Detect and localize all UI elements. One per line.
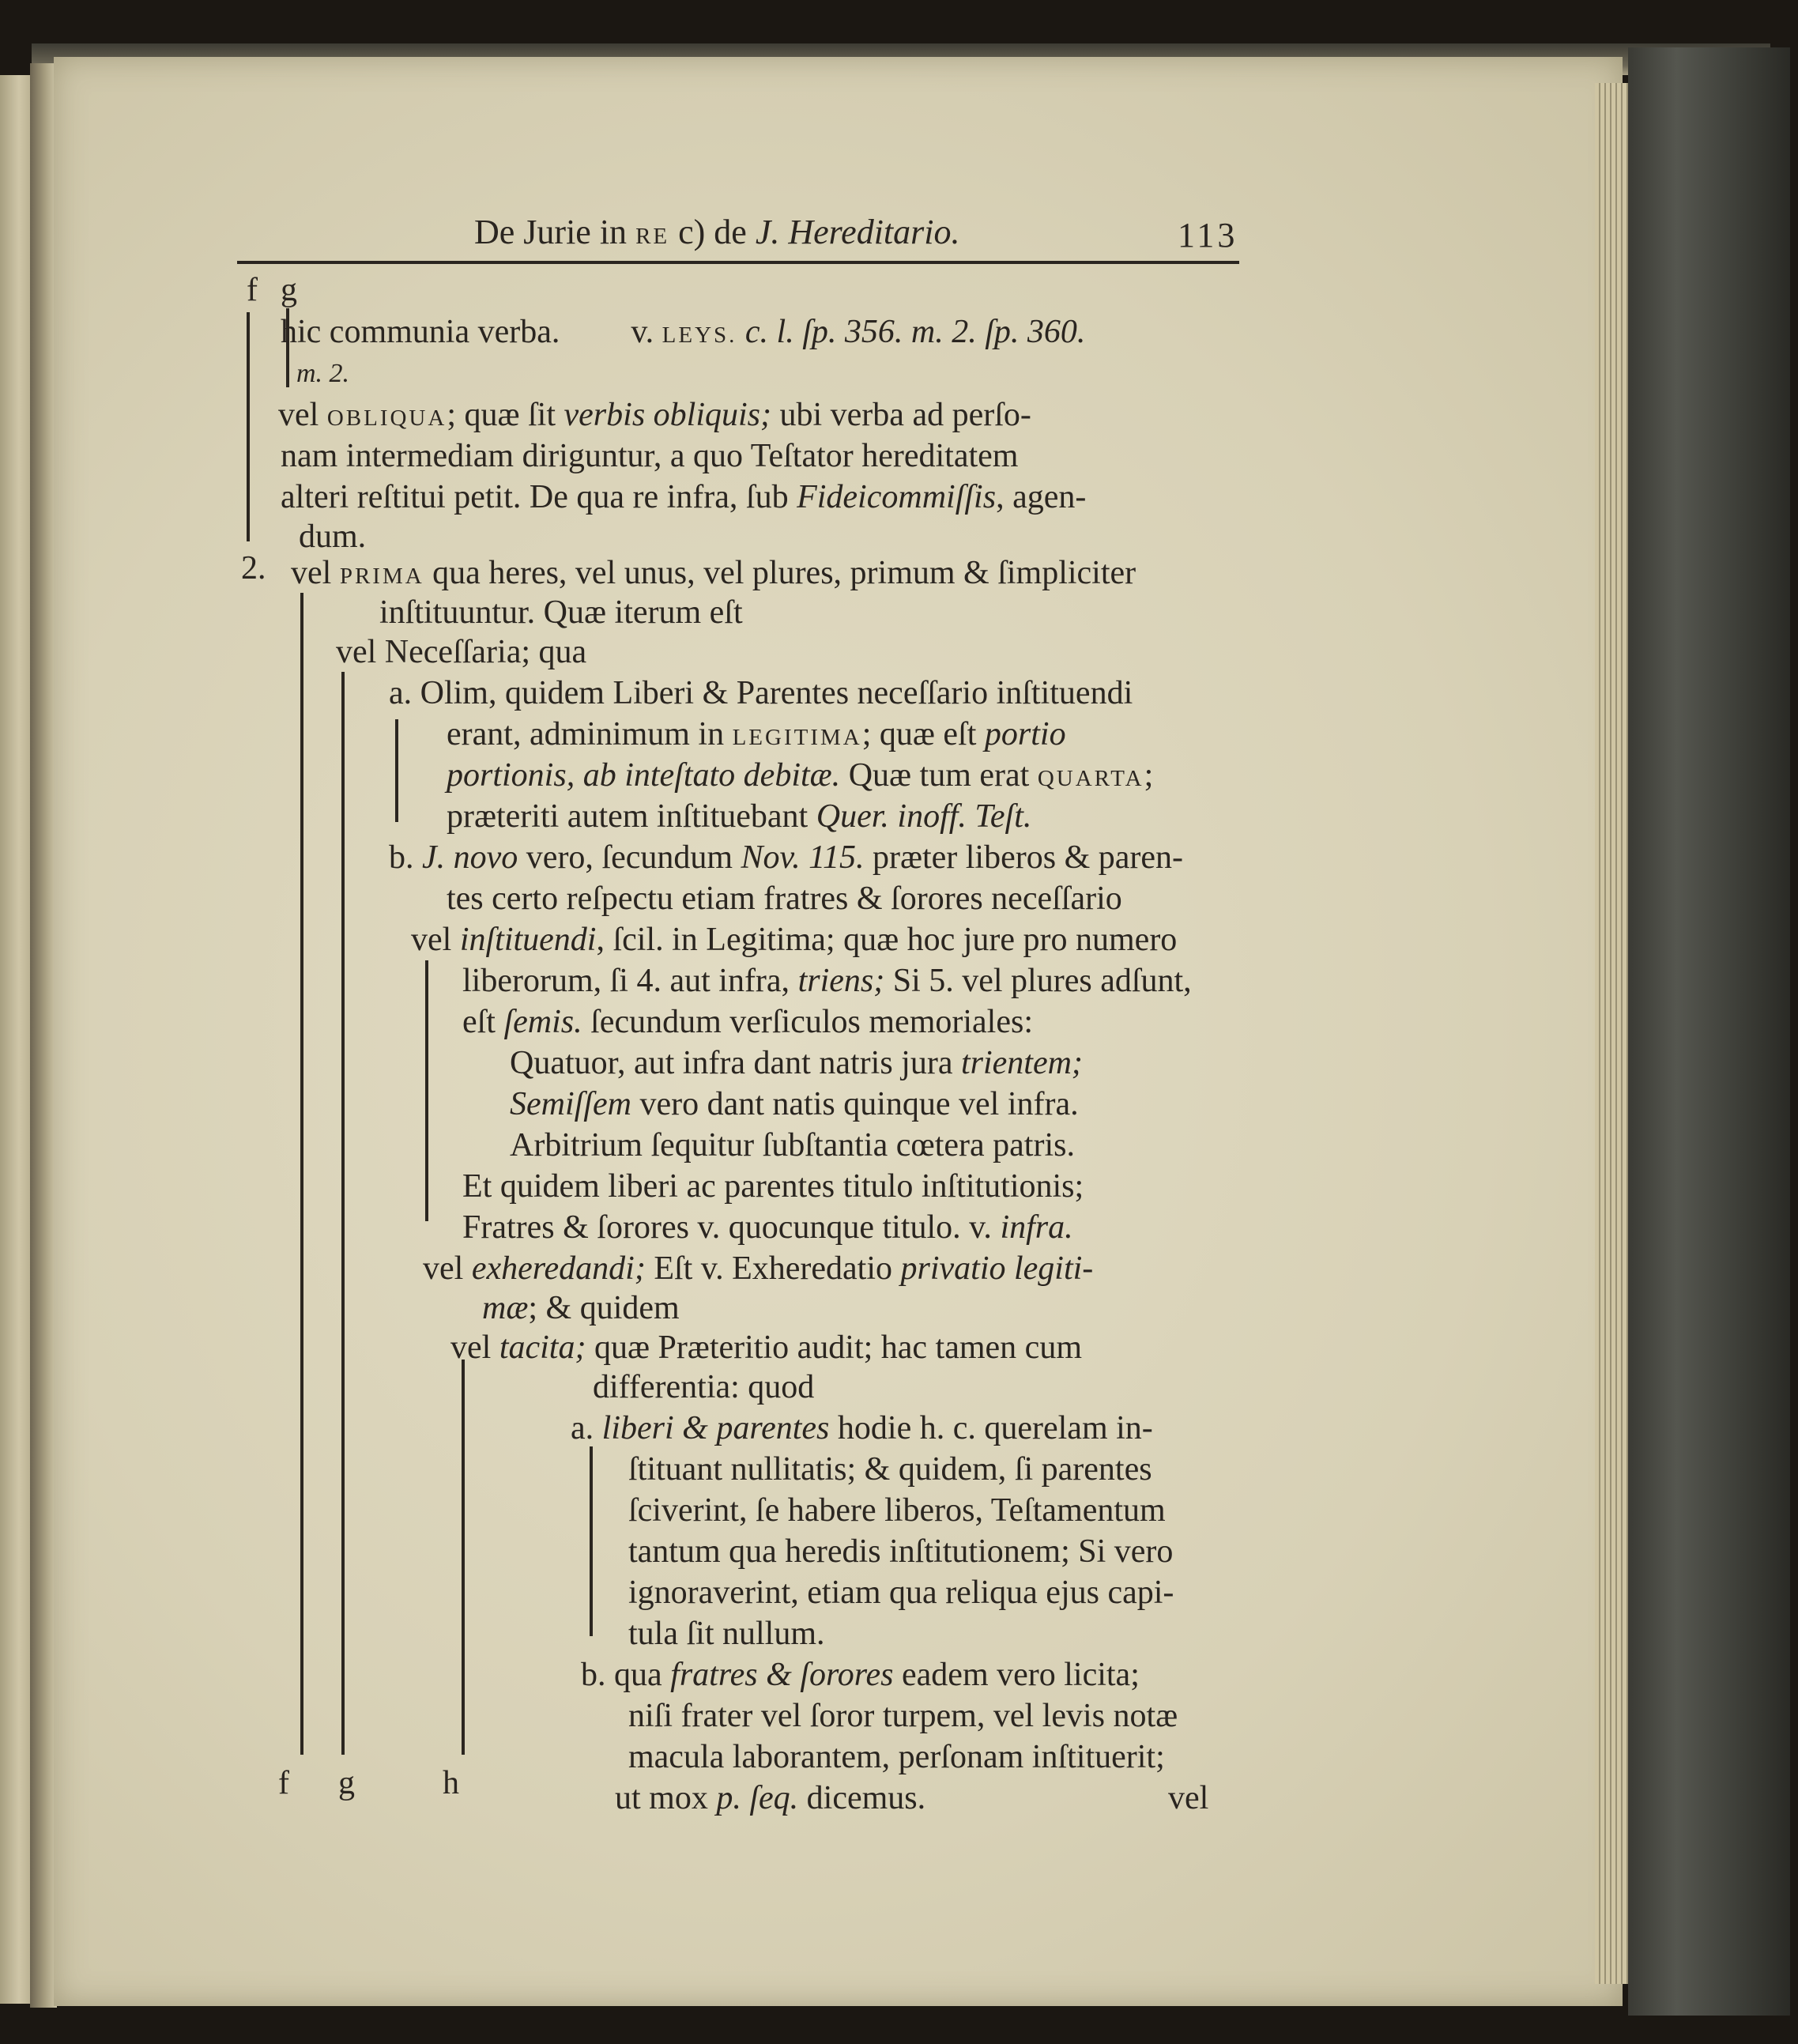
text-run: Si 5. vel plures adſunt, — [884, 963, 1192, 999]
text-line: inſtituuntur. Quæ iterum eſt — [379, 594, 743, 631]
text-run: vel — [291, 555, 340, 591]
text-run: eadem vero licita; — [893, 1657, 1140, 1693]
text-run: ; — [1144, 757, 1154, 794]
text-line — [291, 553, 1136, 596]
text-line — [447, 715, 1066, 757]
text-run: b. — [389, 839, 422, 876]
text-line: differentia: quod — [593, 1369, 815, 1405]
page-number: 113 — [1178, 216, 1238, 255]
text-line: niſi frater vel ſoror turpem, vel levis notæ — [628, 1698, 1178, 1734]
text-line — [447, 756, 1153, 798]
text-run: , ſcil. in Legitima; quæ hoc jure pro numero — [596, 922, 1178, 958]
text-line: ſtituant nullitatis; & quidem, ſi parentes — [628, 1451, 1152, 1488]
brace-g — [341, 672, 345, 1755]
text-run: quæ Præteritio audit; hac tamen cum — [586, 1329, 1082, 1366]
text-italic: J. novo — [422, 839, 518, 876]
text-line — [462, 1208, 1073, 1247]
text-run: vero, ſecundum — [518, 839, 741, 876]
marker-g-top: g — [281, 272, 297, 308]
brace-f — [300, 593, 303, 1755]
brace-instituendi — [425, 960, 428, 1221]
book-cover — [1628, 47, 1790, 2016]
text-line: ignoraverint, etiam qua reliqua ejus capi- — [628, 1574, 1174, 1611]
text-line: vel Neceſſaria; qua — [336, 634, 587, 670]
text-run: ſecundum verſiculos memoriales: — [582, 1004, 1033, 1040]
text-run: Fratres & ſorores v. quocunque titulo. v. — [462, 1209, 1001, 1246]
text-italic: c. l. ſp. 356. m. 2. ſp. 360. — [744, 314, 1086, 350]
marker-item-2: 2. — [241, 550, 266, 586]
text-italic: verbis obliquis; — [564, 397, 771, 433]
brace-h — [462, 1360, 465, 1755]
text-run: ; quæ ſit — [447, 397, 564, 433]
text-run: vel — [411, 922, 460, 958]
text-run: liberorum, ſi 4. aut infra, — [462, 963, 798, 999]
running-title-part: De Jurie in — [474, 213, 636, 251]
marker-g-bottom: g — [338, 1765, 355, 1801]
text-italic: triens; — [797, 963, 885, 999]
text-italic: exheredandi; — [471, 1250, 646, 1287]
running-title-italic: J. Hereditario. — [755, 213, 960, 251]
text-line: macula laborantem, perſonam inſtituerit; — [628, 1739, 1165, 1775]
text-italic: p. ſeq. — [716, 1780, 799, 1816]
marker-h-bottom: h — [443, 1765, 459, 1801]
text-line: m. 2. — [296, 359, 350, 388]
text-line: Et quidem liberi ac parentes titulo inſtitutionis; — [462, 1168, 1084, 1205]
text-line — [411, 920, 1177, 960]
text-line — [278, 395, 1031, 438]
brace-f-upper — [247, 312, 250, 541]
text-italic: Semiſſem — [510, 1086, 631, 1122]
text-run: a. — [571, 1410, 602, 1446]
text-run: hodie h. c. querelam in- — [829, 1410, 1153, 1446]
catchword: vel — [1168, 1780, 1209, 1816]
text-run: præteriti autem inſtituebant — [447, 798, 816, 835]
text-line — [615, 1778, 925, 1818]
text-run: vero dant natis quinque vel infra. — [631, 1086, 1079, 1122]
text-run: qua heres, vel unus, vel plures, primum & ſimpliciter — [424, 555, 1136, 591]
text-line: dum. — [299, 519, 367, 555]
text-line — [482, 1288, 680, 1328]
text-run: hic communia verba. — [281, 314, 560, 350]
text-italic: privatio legiti- — [900, 1250, 1094, 1287]
text-run: dicemus. — [798, 1780, 926, 1816]
text-run: vel — [423, 1250, 472, 1287]
text-italic: infra. — [1000, 1209, 1073, 1246]
text-run: ut mox — [615, 1780, 717, 1816]
marker-f-top: f — [247, 272, 258, 308]
brace-a-olim — [395, 719, 398, 822]
text-run: ; & quidem — [528, 1290, 680, 1326]
book-gutter — [30, 63, 57, 2008]
header-rule — [237, 261, 1239, 264]
text-line — [281, 477, 1086, 517]
text-line — [462, 1002, 1033, 1042]
running-head — [474, 212, 960, 252]
verse-line — [510, 1043, 1083, 1083]
text-italic: Quer. inoff. Teſt. — [816, 798, 1032, 835]
text-italic: portio — [984, 716, 1066, 752]
running-title-part: c) de — [669, 213, 756, 251]
text-smallcaps: LEYS. — [662, 322, 737, 348]
text-italic: Nov. 115. — [741, 839, 865, 876]
text-line — [447, 797, 1031, 836]
text-run: vel — [450, 1329, 499, 1366]
text-run: Eſt v. Exheredatio — [645, 1250, 901, 1287]
text-line: a. Olim, quidem Liberi & Parentes neceſſario inſtituendi — [389, 675, 1133, 711]
text-run: Quatuor, aut infra dant natris jura — [510, 1045, 961, 1081]
text-line — [389, 838, 1183, 877]
facing-page-edge — [0, 75, 32, 2004]
running-title-smallcaps: RE — [635, 224, 670, 249]
text-italic: tacita; — [499, 1329, 586, 1366]
text-italic: portionis, ab inteſtato debitæ. — [447, 757, 841, 794]
text-run: alteri reſtitui petit. De qua re infra, ſub — [281, 479, 797, 515]
text-smallcaps: OBLIQUA — [326, 405, 447, 431]
text-line — [462, 961, 1192, 1001]
text-run: erant, adminimum in — [447, 716, 733, 752]
text-italic: mæ — [482, 1290, 529, 1326]
brace-liberi — [590, 1446, 593, 1636]
marker-f-bottom: f — [278, 1765, 289, 1801]
text-italic: fratres & ſorores — [670, 1657, 894, 1693]
text-run: vel — [278, 397, 327, 433]
verse-line — [510, 1084, 1079, 1124]
text-smallcaps: QUARTA — [1037, 766, 1144, 791]
text-line: ſciverint, ſe habere liberos, Teſtamentum — [628, 1492, 1166, 1529]
text-line — [450, 1328, 1082, 1367]
text-line — [581, 1655, 1140, 1695]
text-run: ; quæ eſt — [861, 716, 985, 752]
text-line: tes certo reſpectu etiam fratres & ſorores neceſſario — [447, 881, 1122, 917]
text-italic: inſtituendi — [459, 922, 597, 958]
text-italic: trientem; — [960, 1045, 1083, 1081]
text-run: v. — [631, 314, 654, 350]
text-italic: ſemis. — [503, 1004, 582, 1040]
text-smallcaps: LEGITIMA — [732, 725, 862, 750]
verse-line: Arbitrium ſequitur ſubſtantia cœtera patris. — [510, 1127, 1075, 1163]
text-run: ubi verba ad perſo- — [771, 397, 1031, 433]
text-line: nam intermediam diriguntur, a quo Teſtator hereditatem — [281, 438, 1019, 474]
text-italic: Fideicommiſſis — [797, 479, 997, 515]
text-line: tula ſit nullum. — [628, 1616, 825, 1652]
text-run: Quæ tum erat — [840, 757, 1038, 794]
text-line — [423, 1249, 1093, 1288]
text-run: eſt — [462, 1004, 504, 1040]
text-run: præter liberos & paren- — [864, 839, 1184, 876]
text-italic: liberi & parentes — [601, 1410, 830, 1446]
text-smallcaps: PRIMA — [339, 564, 424, 589]
text-line — [281, 312, 1085, 355]
text-line: tantum qua heredis inſtitutionem; Si vero — [628, 1533, 1174, 1570]
text-run: , agen- — [996, 479, 1087, 515]
text-run: b. qua — [581, 1657, 671, 1693]
text-line — [571, 1409, 1153, 1448]
